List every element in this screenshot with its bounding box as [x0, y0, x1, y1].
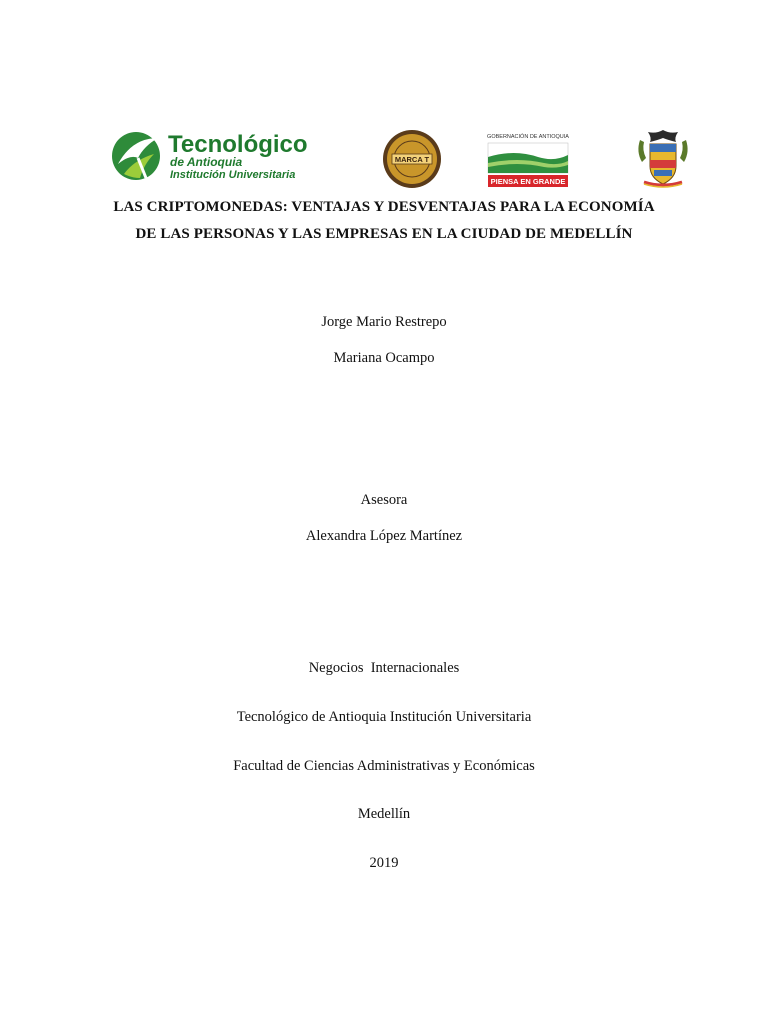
- author-name: Mariana Ocampo: [333, 350, 435, 366]
- document-title-line2: DE LAS PERSONAS Y LAS EMPRESAS EN LA CIUDAD DE MEDELLÍN: [135, 226, 633, 242]
- city: Medellín: [357, 806, 411, 822]
- gobernacion-antioquia-logo: [484, 131, 572, 189]
- marca-t-seal-text: MARCA T: [394, 155, 430, 164]
- tecnologico-logo-line1: Tecnológico: [168, 131, 308, 158]
- advisor-name: Alexandra López Martínez: [305, 528, 463, 544]
- program-name: Negocios Internacionales: [308, 660, 460, 676]
- advisor-label: Asesora: [360, 492, 408, 508]
- tecnologico-logo-line3: Institución Universitaria: [170, 169, 296, 181]
- gobernacion-slogan-text: PIENSA EN GRANDE: [490, 177, 566, 186]
- gobernacion-header-text: GOBERNACIÓN DE ANTIOQUIA: [487, 134, 569, 140]
- colombia-coat-of-arms-icon: [634, 126, 692, 190]
- tecnologico-logo-line2: de Antioquia: [170, 155, 243, 169]
- marca-t-seal-logo: [382, 129, 442, 189]
- institution-name: Tecnológico de Antioquia Institución Universitaria: [236, 709, 532, 725]
- tecnologico-de-antioquia-logo: [110, 124, 340, 188]
- document-title-line1: LAS CRIPTOMONEDAS: VENTAJAS Y DESVENTAJAS PARA LA ECONOMÍA: [113, 199, 655, 215]
- author-name: Jorge Mario Restrepo: [321, 314, 447, 330]
- faculty-name: Facultad de Ciencias Administrativas y Económicas: [233, 758, 535, 774]
- tecnologico-emblem-icon: [112, 132, 160, 180]
- year: 2019: [369, 855, 399, 871]
